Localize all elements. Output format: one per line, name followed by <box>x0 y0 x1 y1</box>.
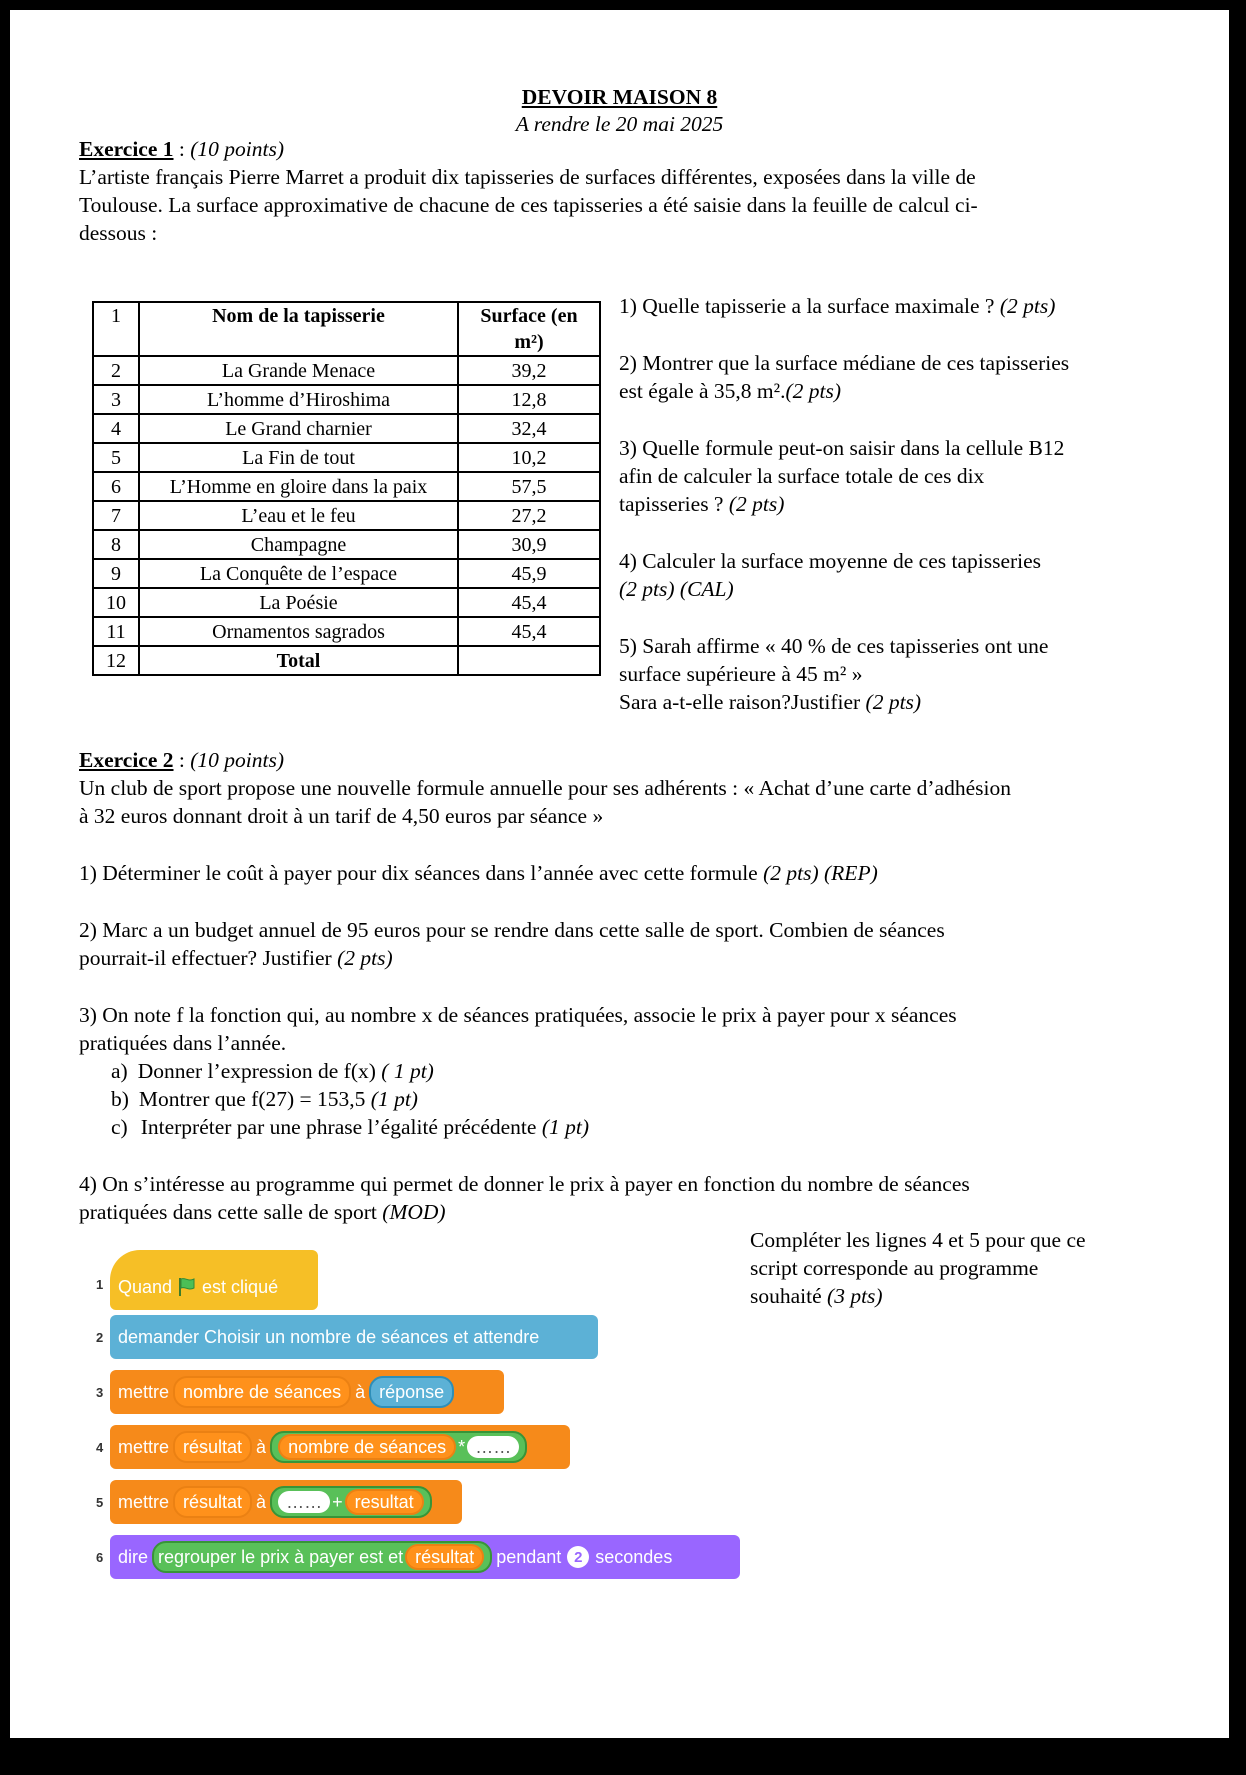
blank-input[interactable]: …… <box>467 1436 519 1458</box>
ex2-q2-line1: 2) Marc a un budget annuel de 95 euros pour se rendre dans cette salle de sport. Combien de séances <box>79 918 945 942</box>
table-cell-surface: 30,9 <box>458 530 600 559</box>
scratch-to-text: à <box>256 1491 267 1512</box>
seances-reporter: nombre de séances <box>278 1434 456 1460</box>
ex1-q3-line1: 3) Quelle formule peut-on saisir dans la cellule B12 <box>619 436 1065 460</box>
table-cell-name: La Fin de tout <box>139 443 458 472</box>
table-cell-name: La Grande Menace <box>139 356 458 385</box>
ex1-q4-pts: (2 pts) (CAL) <box>619 577 734 601</box>
ex2-q3a <box>111 1057 434 1085</box>
ex1-q2-line2 <box>619 377 841 405</box>
scratch-set-text: mettre <box>118 1436 170 1457</box>
table-row <box>93 559 600 588</box>
join-operator <box>152 1541 492 1573</box>
ex1-q5-line2: surface supérieure à 45 m² » <box>619 662 863 686</box>
ex2-q1-text: 1) Déterminer le coût à payer pour dix séances dans l’année avec cette formule <box>79 861 764 885</box>
ex1-heading-label: Exercice 1 <box>79 137 174 161</box>
line-number: 2 <box>96 1330 104 1345</box>
scratch-block-ask <box>110 1315 598 1359</box>
ex2-q3-line1: 3) On note f la fonction qui, au nombre x de séances pratiquées, associe le prix à payer pour x séances <box>79 1003 957 1027</box>
ex1-q3-line3 <box>619 490 784 518</box>
multiply-operator <box>270 1431 527 1463</box>
blank-input[interactable]: …… <box>278 1491 330 1513</box>
ex1-q4-line1: 4) Calculer la surface moyenne de ces tapisseries <box>619 549 1042 573</box>
ex2-q3b <box>111 1085 418 1113</box>
table-cell-name: L’eau et le feu <box>139 501 458 530</box>
ex2-heading <box>79 746 284 774</box>
variable-dropdown: résultat <box>173 1486 252 1518</box>
table-cell-surface <box>458 646 600 675</box>
table-cell-surface: 45,4 <box>458 588 600 617</box>
table-cell-num: 3 <box>93 385 139 414</box>
scratch-for-text: pendant <box>496 1546 562 1567</box>
ex2-side-line2: script corresponde au programme <box>750 1256 1039 1280</box>
ex2-heading-label: Exercice 2 <box>79 748 174 772</box>
line-number: 6 <box>96 1550 104 1565</box>
table-cell-num: 6 <box>93 472 139 501</box>
ex1-intro-line1: L’artiste français Pierre Marret a produit dix tapisseries de surfaces différentes, exposées dans la ville de <box>79 165 976 189</box>
scratch-block-set-seances <box>110 1370 504 1414</box>
ex2-q1 <box>79 859 878 887</box>
ex2-q3b-text: Montrer que f(27) = 153,5 <box>138 1087 371 1111</box>
ex1-q2-pts: (2 pts) <box>785 379 841 403</box>
ex1-q5-line1: 5) Sarah affirme « 40 % de ces tapisseries ont une <box>619 634 1049 658</box>
ex1-q1-text: 1) Quelle tapisserie a la surface maximale ? <box>619 294 1000 318</box>
ex1-q5-pts: (2 pts) <box>865 690 922 714</box>
answer-reporter: réponse <box>369 1376 454 1408</box>
table-header-num: 1 <box>93 302 139 356</box>
table-cell-name: L’Homme en gloire dans la paix <box>139 472 458 501</box>
scratch-to-text: à <box>355 1381 366 1402</box>
ex1-heading-sep: : <box>173 137 191 161</box>
ex2-q4-text: pratiquées dans cette salle de sport <box>79 1200 383 1224</box>
ex1-q5-text: Sara a-t-elle raison?Justifier <box>619 690 866 714</box>
ex1-q1 <box>619 292 1055 320</box>
table-row <box>93 385 600 414</box>
scratch-ask-text: demander Choisir un nombre de séances et attendre <box>118 1326 540 1347</box>
scratch-block-set-resultat-2 <box>110 1480 462 1524</box>
scratch-seconds-text: secondes <box>595 1546 673 1567</box>
line-number: 3 <box>96 1385 104 1400</box>
green-flag-icon <box>176 1276 198 1298</box>
table-cell-surface: 57,5 <box>458 472 600 501</box>
table-row <box>93 530 600 559</box>
table-cell-name: L’homme d’Hiroshima <box>139 385 458 414</box>
scratch-clicked-text: est cliqué <box>202 1276 279 1297</box>
ex2-side-text: souhaité <box>750 1284 828 1308</box>
table-row <box>93 646 600 675</box>
ex2-side-line3 <box>750 1282 883 1310</box>
table-cell-surface: 10,2 <box>458 443 600 472</box>
scratch-set-text: mettre <box>118 1491 170 1512</box>
ex2-q3a-pts: ( 1 pt) <box>381 1059 434 1083</box>
ex2-q1-pts: (2 pts) (REP) <box>763 861 878 885</box>
ex1-points: (10 points) <box>190 137 285 161</box>
table-header-surface-l1: Surface (en <box>480 305 578 327</box>
ex2-side-pts: (3 pts) <box>827 1284 883 1308</box>
ex1-heading <box>79 135 284 163</box>
table-header-surface-l2: m²) <box>514 331 544 353</box>
table-cell-surface: 12,8 <box>458 385 600 414</box>
table-row <box>93 356 600 385</box>
ex1-intro-line3: dessous : <box>79 221 158 245</box>
ex1-q1-pts: (2 pts) <box>999 294 1056 318</box>
scratch-set-text: mettre <box>118 1381 170 1402</box>
join-text: regrouper le prix à payer est et <box>158 1546 404 1567</box>
operator-symbol: * <box>458 1436 466 1457</box>
line-number: 1 <box>96 1277 104 1292</box>
ex2-q4-line2 <box>79 1198 446 1226</box>
ex2-intro-line1: Un club de sport propose une nouvelle formule annuelle pour ses adhérents : « Achat d’une carte d’adhésion <box>79 776 1011 800</box>
table-cell-surface: 27,2 <box>458 501 600 530</box>
ex2-q3c-label: c) <box>111 1115 128 1139</box>
ex2-q3b-pts: (1 pt) <box>370 1087 418 1111</box>
ex2-side-line1: Compléter les lignes 4 et 5 pour que ce <box>750 1228 1086 1252</box>
table-row <box>93 588 600 617</box>
table-cell-surface: 45,4 <box>458 617 600 646</box>
operator-symbol: + <box>332 1491 343 1512</box>
ex2-q3c-pts: (1 pt) <box>541 1115 589 1139</box>
ex2-q2-pts: (2 pts) <box>337 946 393 970</box>
table-cell-name: La Poésie <box>139 588 458 617</box>
table-row <box>93 443 600 472</box>
ex2-q3c <box>111 1113 589 1141</box>
ex2-q2-line2 <box>79 944 393 972</box>
table-cell-num: 7 <box>93 501 139 530</box>
table-cell-name: Champagne <box>139 530 458 559</box>
seconds-input[interactable]: 2 <box>567 1546 589 1568</box>
table-cell-name: Total <box>139 646 458 675</box>
variable-dropdown: nombre de séances <box>173 1376 351 1408</box>
table-cell-num: 11 <box>93 617 139 646</box>
resultat-reporter: resultat <box>345 1489 424 1515</box>
table-row <box>93 414 600 443</box>
table-cell-num: 4 <box>93 414 139 443</box>
page-title: DEVOIR MAISON 8 <box>521 85 718 109</box>
ex2-intro-line2: à 32 euros donnant droit à un tarif de 4,50 euros par séance » <box>79 804 604 828</box>
table-cell-name: Le Grand charnier <box>139 414 458 443</box>
table-cell-surface: 39,2 <box>458 356 600 385</box>
table-cell-num: 5 <box>93 443 139 472</box>
variable-dropdown: résultat <box>173 1431 252 1463</box>
ex2-q3c-text: Interpréter par une phrase l’égalité précédente <box>140 1115 542 1139</box>
ex2-points: (10 points) <box>190 748 285 772</box>
line-number: 4 <box>96 1440 104 1455</box>
ex2-q3b-label: b) <box>111 1087 129 1111</box>
ex2-heading-sep: : <box>173 748 191 772</box>
ex1-q2-text: est égale à 35,8 m². <box>619 379 786 403</box>
ex2-q4-line1: 4) On s’intéresse au programme qui permet de donner le prix à payer en fonction du nombre de séances <box>79 1172 970 1196</box>
worksheet-page <box>10 10 1229 1738</box>
ex1-q5-line3 <box>619 688 921 716</box>
scratch-block-when-flag <box>110 1250 318 1310</box>
tapestry-table <box>92 301 601 676</box>
ex1-intro-line2: Toulouse. La surface approximative de chacune de ces tapisseries a été saisie dans la feuille de calcul ci- <box>79 193 978 217</box>
scratch-block-say <box>110 1535 740 1579</box>
scratch-say-text: dire <box>118 1546 149 1567</box>
table-header-row <box>93 302 600 356</box>
table-cell-surface: 32,4 <box>458 414 600 443</box>
line-number: 5 <box>96 1495 104 1510</box>
scratch-when-text: Quand <box>118 1276 173 1297</box>
table-cell-surface: 45,9 <box>458 559 600 588</box>
table-cell-num: 9 <box>93 559 139 588</box>
ex1-q3-pts: (2 pts) <box>728 492 785 516</box>
table-cell-name: Ornamentos sagrados <box>139 617 458 646</box>
ex2-q2-text: pourrait-il effectuer? Justifier <box>79 946 338 970</box>
table-cell-num: 2 <box>93 356 139 385</box>
table-row <box>93 472 600 501</box>
add-operator <box>270 1486 432 1518</box>
table-cell-num: 8 <box>93 530 139 559</box>
table-header-name: Nom de la tapisserie <box>139 302 458 356</box>
table-row <box>93 501 600 530</box>
ex1-q3-line2: afin de calculer la surface totale de ces dix <box>619 464 985 488</box>
resultat-reporter: résultat <box>405 1544 484 1570</box>
table-row <box>93 617 600 646</box>
ex2-q3-line2: pratiquées dans l’année. <box>79 1031 287 1055</box>
ex1-q2-line1: 2) Montrer que la surface médiane de ces tapisseries <box>619 351 1070 375</box>
ex2-q4-pts: (MOD) <box>382 1200 446 1224</box>
scratch-to-text: à <box>256 1436 267 1457</box>
page-subtitle: A rendre le 20 mai 2025 <box>515 112 724 136</box>
table-header-surface <box>458 302 600 356</box>
table-cell-num: 10 <box>93 588 139 617</box>
scratch-block-set-resultat-1 <box>110 1425 570 1469</box>
table-cell-num: 12 <box>93 646 139 675</box>
ex2-q3a-label: a) <box>111 1059 128 1083</box>
ex1-q3-text: tapisseries ? <box>619 492 729 516</box>
ex2-q3a-text: Donner l’expression de f(x) <box>137 1059 382 1083</box>
table-cell-name: La Conquête de l’espace <box>139 559 458 588</box>
